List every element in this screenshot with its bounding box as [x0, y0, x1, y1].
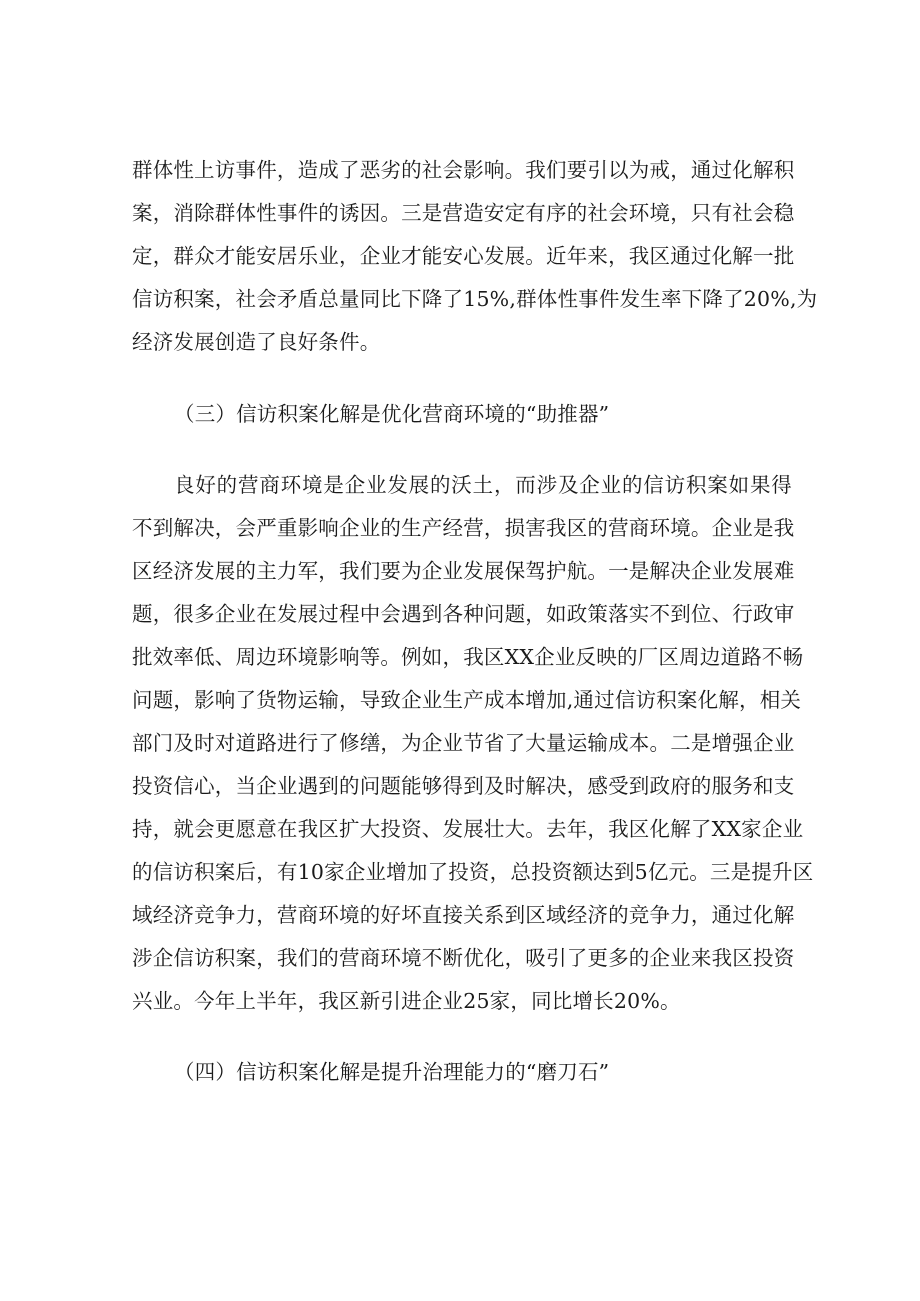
paragraph-1-line-3: 定，群众才能安居乐业，企业才能安心发展。近年来，我区通过化解一批	[132, 244, 795, 268]
paragraph-2-line-11: 域经济竞争力，营商环境的好坏直接关系到区域经济的竞争力，通过化解	[132, 903, 795, 927]
paragraph-2-line-2: 不到解决，会严重影响企业的生产经营，损害我区的营商环境。企业是我	[132, 516, 795, 540]
paragraph-2-line-1: 良好的营商环境是企业发展的沃土，而涉及企业的信访积案如果得	[174, 473, 792, 497]
paragraph-2-line-5: 批效率低、周边环境影响等。例如，我区XX企业反映的厂区周边道路不畅	[132, 645, 804, 669]
paragraph-1-line-1: 群体性上访事件，造成了恶劣的社会影响。我们要引以为戒，通过化解积	[132, 158, 795, 182]
paragraph-2-line-12: 涉企信访积案，我们的营商环境不断优化，吸引了更多的企业来我区投资	[132, 946, 795, 970]
paragraph-2-line-10: 的信访积案后，有10家企业增加了投资，总投资额达到5亿元。三是提升区	[132, 860, 814, 884]
paragraph-2-line-7: 部门及时对道路进行了修缮，为企业节省了大量运输成本。二是增强企业	[132, 731, 795, 755]
paragraph-1-line-5: 经济发展创造了良好条件。	[132, 330, 381, 354]
paragraph-1-line-2: 案，消除群体性事件的诱因。三是营造安定有序的社会环境，只有社会稳	[132, 201, 795, 225]
section-heading-3: （三）信访积案化解是优化营商环境的“助推器”	[174, 402, 610, 426]
paragraph-2-line-13: 兴业。今年上半年，我区新引进企业25家，同比增长20%。	[132, 989, 681, 1013]
paragraph-2-line-9: 持，就会更愿意在我区扩大投资、发展壮大。去年，我区化解了XX家企业	[132, 817, 804, 841]
paragraph-2-line-6: 问题，影响了货物运输，导致企业生产成本增加,通过信访积案化解，相关	[132, 688, 802, 712]
section-heading-4: （四）信访积案化解是提升治理能力的“磨刀石”	[174, 1060, 610, 1084]
paragraph-2-line-8: 投资信心，当企业遇到的问题能够得到及时解决，感受到政府的服务和支	[132, 774, 795, 798]
paragraph-1-line-4: 信访积案，社会矛盾总量同比下降了15%,群体性事件发生率下降了20%,为	[132, 287, 818, 311]
paragraph-2-line-3: 区经济发展的主力军，我们要为企业发展保驾护航。一是解决企业发展难	[132, 559, 795, 583]
paragraph-2-line-4: 题，很多企业在发展过程中会遇到各种问题，如政策落实不到位、行政审	[132, 602, 795, 626]
